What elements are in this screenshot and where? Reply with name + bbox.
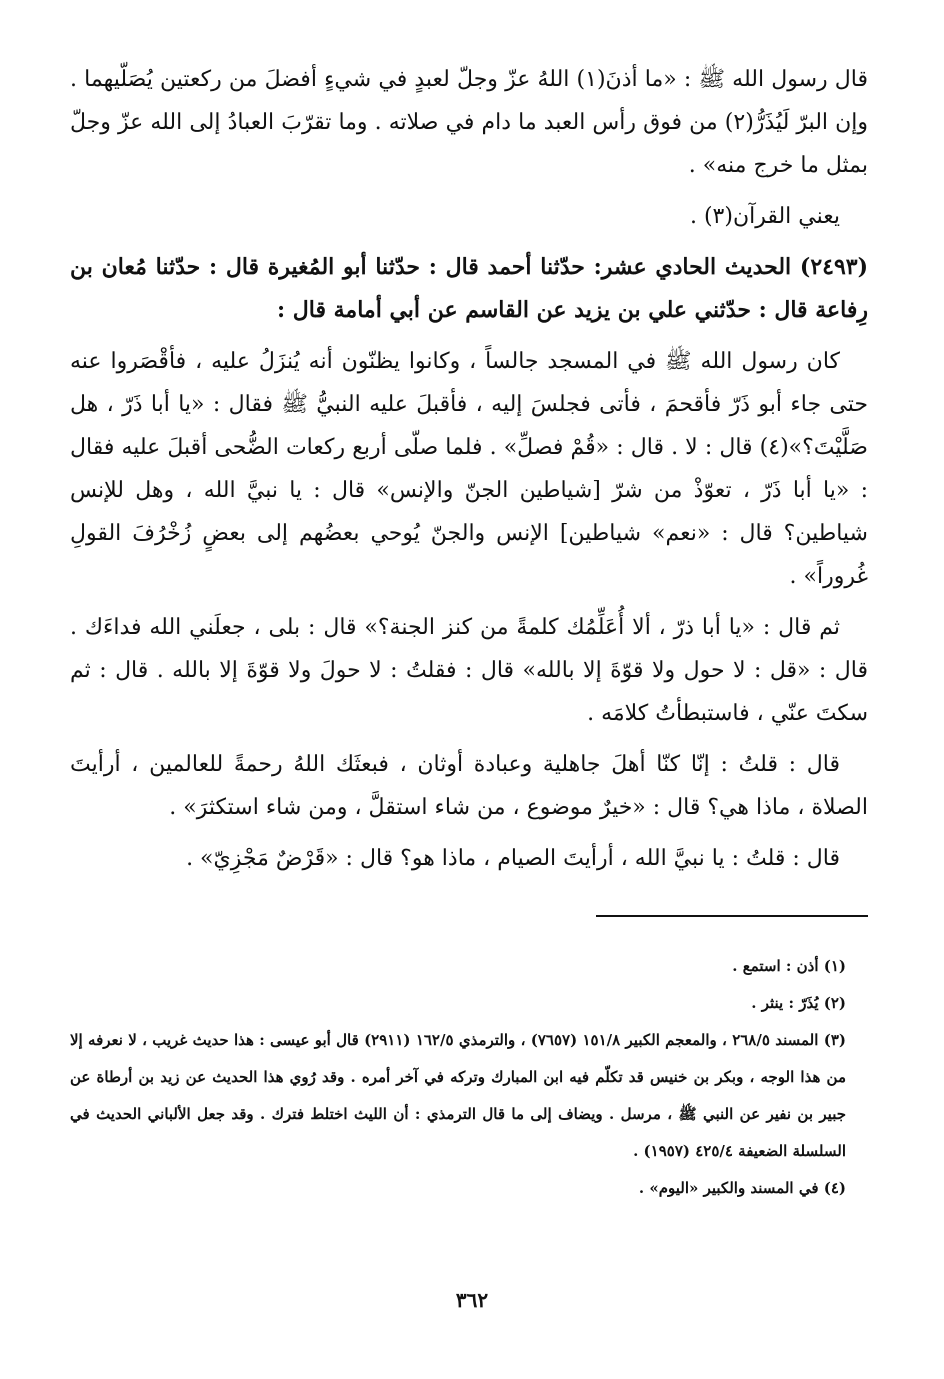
footnote-3: (٣) المسند ٢٦٨/٥ ، والمعجم الكبير ١٥١/٨ (٧٦٥٧) ، والترمذي ١٦٢/٥ (٢٩١١) قال أبو عيسى : هذا حديث غريب ، لا نعرفه إلا من هذا الوجه ، وبكر بن خنيس قد تكلّم فيه ابن المبارك وتركه في آخر أمره . وقد رُوي هذا الحديث عن زيد بن أرطاة عن جبير بن نفير عن النبي ﷺ ، مرسل . ويضاف إلى ما قال الترمذي : أن الليث اختلط فترك . وقد جعل الألباني الحديث في السلسلة الضعيفة ٤٢٥/٤ (١٩٥٧) .	[70, 1031, 847, 1160]
hadith-heading-paragraph: (٢٤٩٣) الحديث الحادي عشر: حدّثنا أحمد قال : حدّثنا أبو المُغيرة قال : حدّثنا مُعان بن رِفاعة قال : حدّثني علي بن يزيد عن القاسم عن أبي أمامة قال :	[70, 254, 868, 323]
paragraph-2: يعني القرآن(٣) .	[689, 204, 840, 229]
footnote-divider	[596, 915, 868, 917]
footnote-1: (١) أذن : استمع .	[732, 957, 846, 975]
footnotes	[70, 948, 846, 1207]
footnote-2: (٢) يُذَرّ : ينثر .	[751, 994, 846, 1012]
page-number: ٣٦٢	[455, 1288, 489, 1312]
paragraph-7: قال : قلتُ : يا نبيَّ الله ، أرأيتَ الصيام ، ماذا هو؟ قال : «قَرْضٌ مَجْزِيّ» .	[186, 846, 840, 871]
paragraph-1: قال رسول الله ﷺ : «ما أذنَ(١) اللهُ عزّ وجلّ لعبدٍ في شيءٍ أفضلَ من ركعتين يُصَلّيهما . وإن البرّ لَيُذَرُّ(٢) من فوق رأس العبد ما دام في صلاته . وما تقرّبَ العبادُ إلى الله عزّ وجلّ بمثل ما خرج منه» .	[70, 67, 868, 178]
paragraph-4: كان رسول الله ﷺ في المسجد جالساً ، وكانوا يظنّون أنه يُنزَلُ عليه ، فأقْصَروا عنه حتى جاء أبو ذَرّ فأقحمَ ، فأتى فجلسَ إليه ، فأقبلَ عليه النبيُّ ﷺ فقال : «يا أبا ذَرّ ، هل صَلَّيْتَ؟»(٤) قال : لا . قال : «قُمْ فصلِّ» . فلما صلّى أربع ركعات الضُّحى أقبلَ عليه فقال : «يا أبا ذَرّ ، تعوّذْ من شرّ [شياطين الجنّ والإنس» قال : يا نبيَّ الله ، وهل للإنس شياطين؟ قال : «نعم» شياطين] الإنس والجنّ يُوحي بعضُهم إلى بعضٍ زُخْرُفَ القولِ غُروراً» .	[70, 349, 868, 589]
footnote-4: (٤) في المسند والكبير «اليوم» .	[638, 1179, 846, 1197]
paragraph-5: ثم قال : «يا أبا ذرّ ، ألا أُعَلِّمُك كلمةً من كنز الجنة؟» قال : بلى ، جعلَني الله فداءَك . قال : «قل : لا حول ولا قوّةَ إلا بالله» قال : فقلتُ : لا حولَ ولا قوّةَ إلا بالله . قال : ثم سكتَ عنّي ، فاستبطأتُ كلامَه .	[70, 615, 868, 726]
paragraph-6: قال : قلتُ : إنّا كنّا أهلَ جاهلية وعبادة أوثان ، فبعثَك اللهُ رحمةً للعالمين ، أرأيتَ الصلاة ، ماذا هي؟ قال : «خيرٌ موضوع ، من شاء استقلَّ ، ومن شاء استكثرَ» .	[70, 752, 868, 820]
main-text	[70, 58, 868, 888]
